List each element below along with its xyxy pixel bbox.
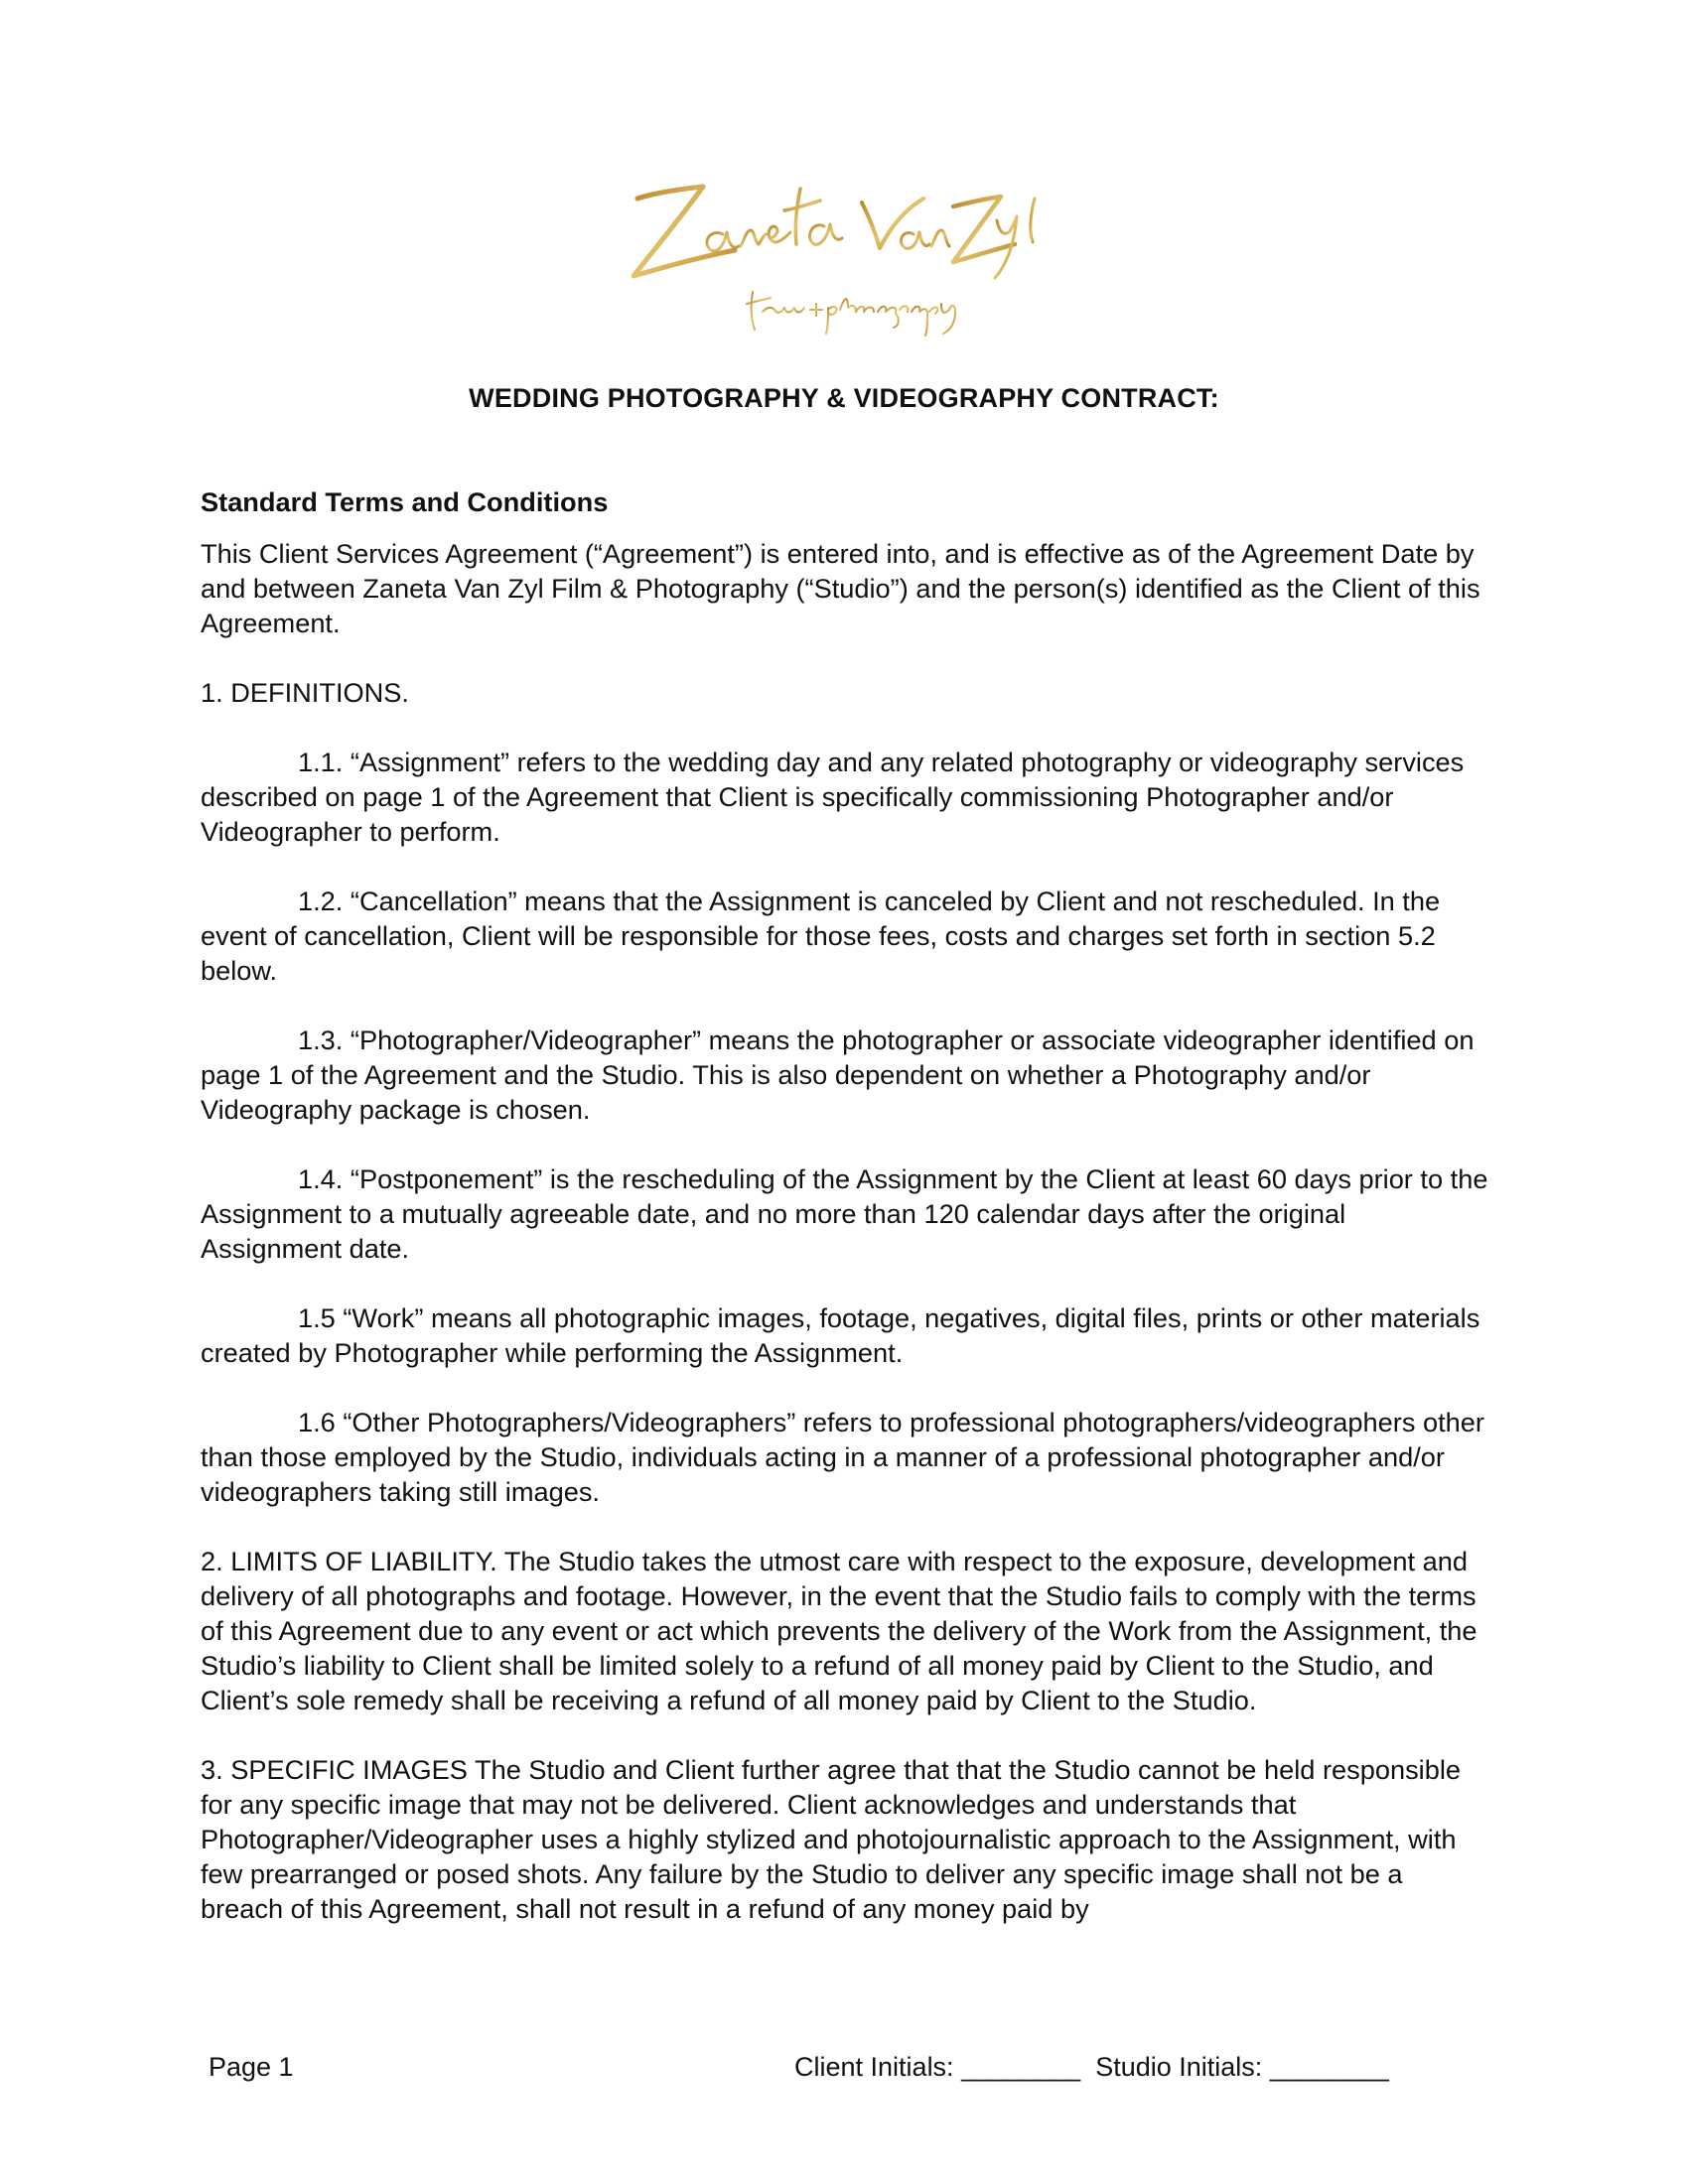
contract-body xyxy=(201,484,1491,1926)
definition-1-6: 1.6 “Other Photographers/Videographers” refers to professional photographers/videographers other than those employed by the Studio, individuals acting in a manner of a professional photographer and/or videographers taking still images. xyxy=(201,1407,1484,1507)
definition-1-4: 1.4. “Postponement” is the rescheduling of the Assignment by the Client at least 60 days prior to the Assignment to a mutually agreeable date, and no more than 120 calendar days after the original Assignment date. xyxy=(201,1163,1488,1264)
definition-1-3: 1.3. “Photographer/Videographer” means the photographer or associate videographer identified on page 1 of the Agreement and the Studio. This is also dependent on whether a Photography and/or Videography package is chosen. xyxy=(201,1024,1475,1125)
section-3-specific-images: 3. SPECIFIC IMAGES The Studio and Client further agree that that the Studio cannot be held responsible for any specific image that may not be delivered. Client acknowledges and understands that Photographer/Videographer uses a highly stylized and photojournalistic approach to the Assignment, with few prearranged or posed shots. Any failure by the Studio to deliver any specific image shall not be a breach of this Agreement, shall not result in a refund of any money paid by xyxy=(201,1754,1461,1924)
section-2-limits-of-liability: 2. LIMITS OF LIABILITY. The Studio takes the utmost care with respect to the exposure, development and delivery of all photographs and footage. However, in the event that the Studio fails to comply with the terms of this Agreement due to any event or act which prevents the delivery of the Work from the Assignment, the Studio’s liability to Client shall be limited solely to a refund of all money paid by Client to the Studio, and Client’s sole remedy shall be receiving a refund of all money paid by Client to the Studio. xyxy=(201,1546,1477,1715)
section-subheading: Standard Terms and Conditions xyxy=(201,486,609,517)
definitions-heading: 1. DEFINITIONS. xyxy=(201,677,409,708)
intro-paragraph: This Client Services Agreement (“Agreement”) is entered into, and is effective as of the Agreement Date by and between Zaneta Van Zyl Film & Photography (“Studio”) and the person(s) identified as the Client of this Agreement. xyxy=(201,538,1480,638)
initials-line: Client Initials: ________ Studio Initials: ________ xyxy=(794,2052,1389,2082)
studio-logo xyxy=(626,159,1062,338)
definition-1-5: 1.5 “Work” means all photographic images, footage, negatives, digital files, prints or other materials created by Photographer while performing the Assignment. xyxy=(201,1302,1480,1368)
definition-1-1: 1.1. “Assignment” refers to the wedding day and any related photography or videography services described on page 1 of the Agreement that Client is specifically commissioning Photographer and/or Videographer to perform. xyxy=(201,747,1465,847)
logo-signature xyxy=(626,159,1062,338)
document-title: WEDDING PHOTOGRAPHY & VIDEOGRAPHY CONTRACT: xyxy=(469,383,1219,413)
definition-1-2: 1.2. “Cancellation” means that the Assignment is canceled by Client and not rescheduled. In the event of cancellation, Client will be responsible for those fees, costs and charges set forth in section 5.2 below. xyxy=(201,886,1441,986)
page-number: Page 1 xyxy=(209,2052,294,2082)
